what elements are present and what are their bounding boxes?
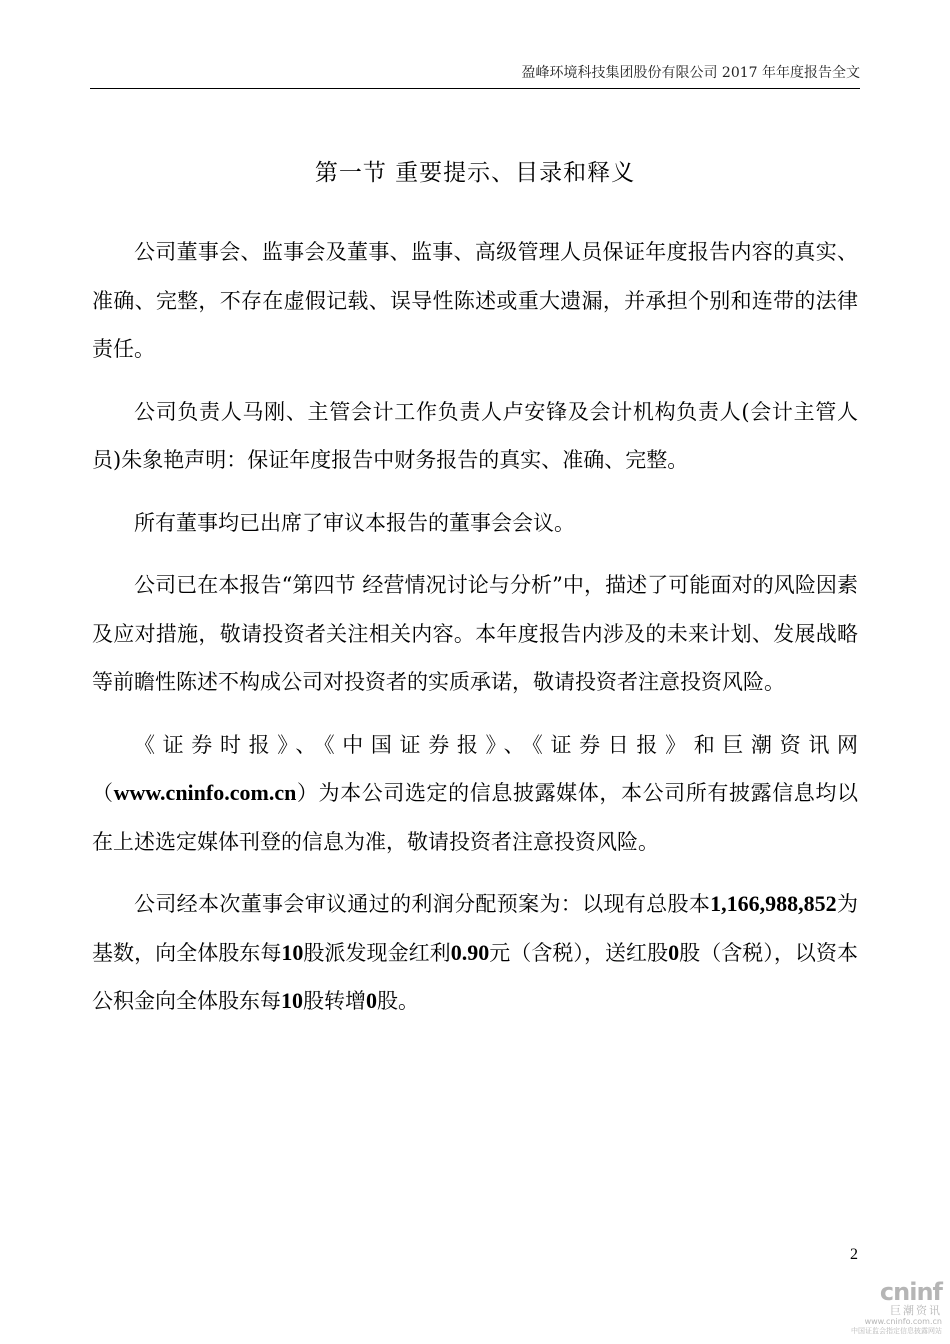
document-body [92,228,858,1040]
paragraph-disclosure-media [92,721,858,867]
page-number: 2 [850,1246,858,1263]
watermark-url: www.cninfo.com.cn [864,1317,942,1326]
dividend-text-3: 股派发现金红利 [303,940,451,965]
cninfo-watermark-logo [830,1280,942,1336]
transfer-shares-value: 0 [366,988,377,1013]
per-shares-value: 10 [281,939,304,965]
paragraph-profit-distribution [92,880,858,1026]
total-shares-value: 1,166,988,852 [710,891,837,916]
media-url: www.cninfo.com.cn [113,780,297,805]
paragraph-risk-notice: 公司已在本报告“第四节 经营情况讨论与分析”中，描述了可能面对的风险因素及应对措施，敬请投资者关注相关内容。本年度报告内涉及的未来计划、发展战略等前瞻性陈述不构成公司对投资者的实质承诺，敬请投资者注意投资风险。 [92,573,858,694]
dividend-text-1: 公司经本次董事会审议通过的利润分配预案为：以现有总股本 [134,892,711,916]
dividend-text-5: 股（含税），以资本公积金向全体股东每 [92,940,859,1013]
dividend-text-4: 元（含税），送红股 [489,940,669,965]
paragraph-responsibility-statement: 公司董事会、监事会及董事、监事、高级管理人员保证年度报告内容的真实、准确、完整，不存在虚假记载、误导性陈述或重大遗漏，并承担个别和连带的法律责任。 [92,240,858,361]
section-title: 第一节 重要提示、目录和释义 [314,160,636,186]
watermark-brand-cn: 巨潮资讯 [890,1304,942,1317]
watermark-note: 中国证监会指定信息披露网站 [851,1327,942,1335]
dividend-text-2: 为基数，向全体股东每 [92,892,859,965]
bonus-shares-value: 0 [668,939,680,965]
media-text-pre: 《证券时报》、《中国证券报》、《证券日报》和巨潮资讯网（ [92,732,858,805]
cash-dividend-value: 0.90 [450,939,490,965]
running-header: 盈峰环境科技集团股份有限公司 2017 年年度报告全文 [521,65,860,81]
paragraph-board-attendance: 所有董事均已出席了审议本报告的董事会会议。 [134,510,575,535]
paragraph-financial-statement-declaration: 公司负责人马刚、主管会计工作负责人卢安锋及会计机构负责人(会计主管人员)朱象艳声明：保证年度报告中财务报告的真实、准确、完整。 [92,399,858,472]
header-divider [90,88,860,89]
media-text-post: ）为本公司选定的信息披露媒体，本公司所有披露信息均以在上述选定媒体刊登的信息为准，敬请投资者注意投资风险。 [92,781,859,854]
watermark-brand: cninf [879,1278,942,1306]
per-shares-value-2: 10 [281,988,303,1013]
dividend-text-7: 股。 [377,989,419,1013]
dividend-text-6: 股转增 [303,989,366,1013]
